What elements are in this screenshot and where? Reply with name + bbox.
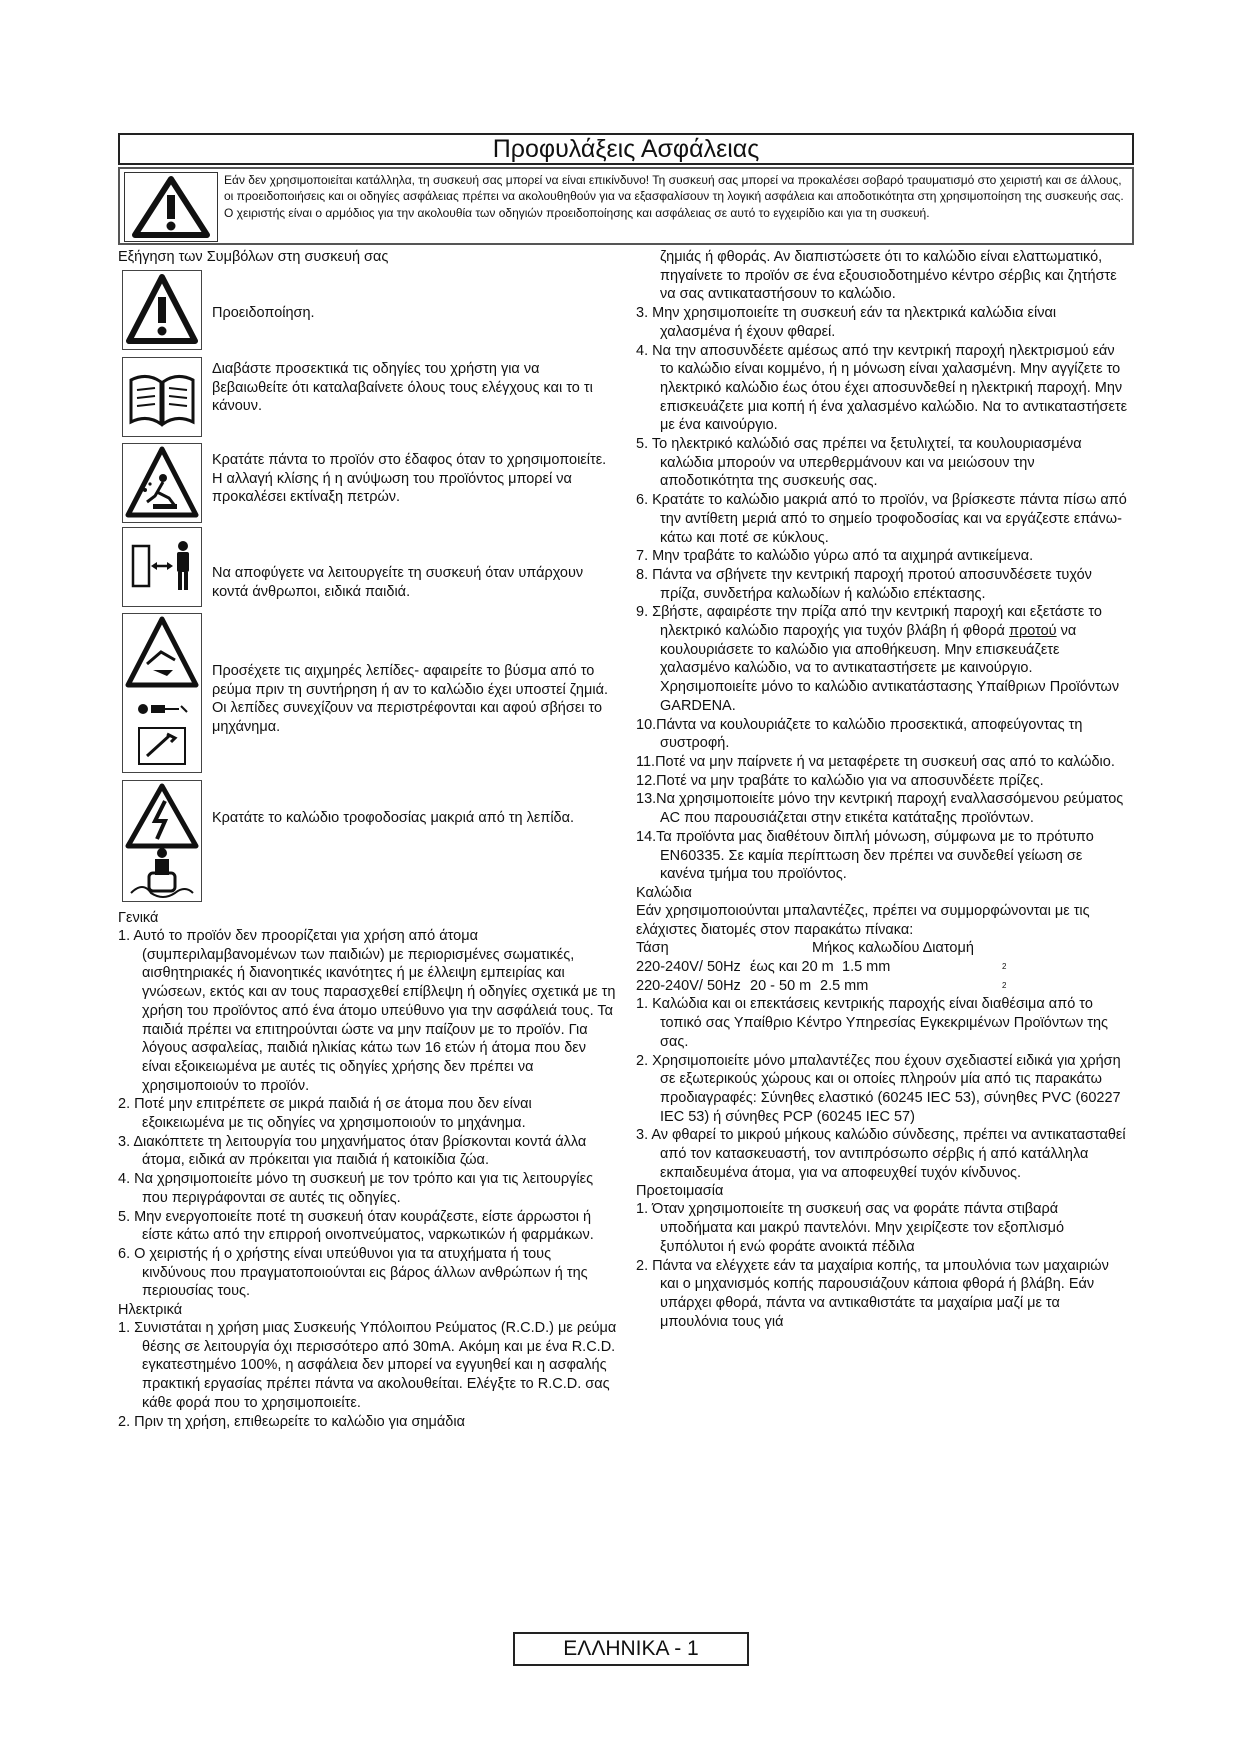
cable-col-voltage: Τάση xyxy=(636,940,669,957)
symbol-text-manual: Διαβάστε προσεκτικά τις οδηγίες του χρήστη για να βεβαιωθείτε ότι καταλαβαίνετε όλους τους ελέγχους και το τι κάνουν. xyxy=(212,361,593,414)
symbol-text-warning: Προειδοποίηση. xyxy=(212,305,315,321)
cables-list xyxy=(636,995,1130,1182)
prep-list xyxy=(636,1200,1130,1331)
intro-warning-icon xyxy=(124,172,218,242)
symbol-text-bystanders: Να αποφύγετε να λειτουργείτε τη συσκευή όταν υπάρχουν κοντά άνθρωποι, ειδικά παιδιά. xyxy=(212,565,584,600)
intro-text: Εάν δεν χρησιμοποιείται κατάλληλα, τη συσκευή σας μπορεί να είναι επικίνδυνο! Τη συσκευή σας μπορεί να προκαλέσει σοβαρό τραυματισμό στο χειριστή και σε άλλους, οι προειδοποιήσεις και οι οδηγίες ασφάλειας πρέπει να ακολουθηθούν για να εξασφαλίσουν τη λογική ασφάλεια και αποδοτικότητα στη χρησιμοποίηση της συσκευής σας. Ο χειριστής είναι ο αρμόδιος για την ακολουθία των οδηγιών προειδοποίησης και ασφάλειας σε αυτό το εγχειρίδιο και για τη συσκευή. xyxy=(224,173,1124,220)
symbol-text-sharp-blades: Προσέχετε τις αιχμηρές λεπίδες- αφαιρείτε το βύσμα από το ρεύμα πριν τη συντήρηση ή αν το καλώδιο έχει υποστεί ζημιά. Οι λεπίδες συνεχίζουν να περιστρέφονται και αφού σβήσει το μηχάνημα. xyxy=(212,663,608,735)
left-column xyxy=(118,909,618,1431)
list-item: 3. Αν φθαρεί το μικρού μήκους καλώδιο σύνδεσης, πρέπει να αντικατασταθεί από τον κατασκευαστή, τον αντιπρόσωπο σέρβις ή από κατάλληλα εκπαιδευμένα άτομα, για να αποφευχθεί τυχόν κίνδυνος. xyxy=(636,1127,1126,1181)
item9-underlined: προτού xyxy=(1008,623,1057,640)
table-row xyxy=(636,977,1130,996)
list-item: 2. Ποτέ μην επιτρέπετε σε μικρά παιδιά ή σε άτομα που δεν είναι εξοικειωμένα με τις οδηγίες να χρησιμοποιούν το μηχάνημα. xyxy=(118,1096,532,1132)
list-item: 4. Να την αποσυνδέετε αμέσως από την κεντρική παροχή ηλεκτρισμού εάν το καλώδιο είναι κομμένο, ή η μόνωση είναι χαλασμένη. Μην αγγίζετε το ηλεκτρικό καλώδιο έως ότου έχει αποσυνδεθεί η ηλεκτρική παροχή. Μην επισκευάζετε μια κοπή ή ένα χαλασμένο καλώδιο. Να το αντικαταστήσετε με ένα καινούργιο. xyxy=(636,342,1128,434)
page-title: Προφυλάξεις Ασφάλειας xyxy=(118,133,1134,165)
intro-box xyxy=(118,167,1134,245)
cables-intro: Εάν χρησιμοποιούνται μπαλαντέζες, πρέπει να συμμορφώνονται με τις ελάχιστες διατομές στον παρακάτω πίνακα: xyxy=(636,902,1090,938)
symbol-text-electric-cable: Κρατάτε το καλώδιο τροφοδοσίας μακριά από τη λεπίδα. xyxy=(212,810,575,826)
list-item: 6. Ο χειριστής ή ο χρήστης είναι υπεύθυνοι για τα ατυχήματα ή τους κινδύνους που πραγματοποιούνται εις βάρος άλλων ανθρώπων ή της περιουσίας τους. xyxy=(118,1245,588,1300)
list-item: 6. Κρατάτε το καλώδιο μακριά από το προϊόν, να βρίσκεστε πάντα πίσω από την αντίθετη μεριά από το σημείο τροφοδοσίας και να εργάζεστε επάνω-κάτω και ποτέ σε κύκλους. xyxy=(636,492,1127,546)
list-item: 5. Το ηλεκτρικό καλώδιό σας πρέπει να ξετυλιχτεί, τα κουλουριασμένα καλώδια μπορούν να υπερθερμάνουν και να μειώσουν την αποδοτικότητα της συσκευής σας. xyxy=(636,436,1082,490)
cable-voltage: 220-240V/ 50Hz xyxy=(636,959,741,976)
sharp-blades-icon xyxy=(122,613,202,773)
cable-section: 2.5 mm xyxy=(820,977,869,994)
general-heading: Γενικά xyxy=(118,910,159,926)
item9-text-start: 9. Σβήστε, αφαιρέστε την πρίζα από την κεντρική παροχή και εξετάστε το ηλεκτρικό καλώδιο παροχής για τυχόν βλάβη ή φθορά xyxy=(636,604,1102,640)
cable-col-length-section: Μήκος καλωδίου Διατομή xyxy=(812,940,974,957)
list-item: 2. Πριν τη χρήση, επιθεωρείτε το καλώδιο για σημάδια xyxy=(118,1413,465,1430)
electrical-continued: ζημιάς ή φθοράς. Αν διαπιστώσετε ότι το καλώδιο είναι ελαττωματικό, πηγαίνετε το προϊόν σε ένα εξουσιοδοτημένο κέντρο σέρβις και ζητήστε να σας αντικαταστήσουν το καλώδιο. xyxy=(660,249,1117,303)
cable-section-sup: 2 xyxy=(1002,962,1007,972)
list-item: 1. Αυτό το προϊόν δεν προορίζεται για χρήση από άτομα (συμπεριλαμβανομένων των παιδιών) με περιορισμένες σωματικές, αισθητηριακές ή διανοητικές ικανότητες ή με έλλειψη εμπειρίας και γνώσεων, εκτός και αν τους παρασχεθεί επίβλεψη ή οδηγίες σχετικά με τη χρήση του προϊόντος από ένα άτομο υπεύθυνο για την ασφάλειά τους. Τα παιδιά πρέπει να επιτηρούνται ώστε να μην παίζουν με το προϊόν. Για λόγους ασφαλείας, παιδιά ηλικίας κάτω των 16 ετών ή άτομα που δεν είναι εξοικειωμένα με αυτές τις οδηγίες χρήσης δεν πρέπει να χρησιμοποιούν το προϊόν. xyxy=(118,928,616,1094)
cable-section-sup: 2 xyxy=(1002,980,1007,990)
table-row xyxy=(636,958,1130,977)
list-item: 13.Να χρησιμοποιείτε μόνο την κεντρική παροχή εναλλασσόμενου ρεύματος AC που παρουσιάζεται στην ετικέτα κατάταξης προϊόντων. xyxy=(636,791,1124,827)
list-item: 10.Πάντα να κουλουριάζετε το καλώδιο προσεκτικά, αποφεύγοντας τη συστροφή. xyxy=(636,716,1083,752)
symbol-text-thrown-objects: Κρατάτε πάντα το προϊόν στο έδαφος όταν το χρησιμοποιείτε. Η αλλαγή κλίσης ή η ανύψωση του προϊόντος μπορεί να προκαλέσει εκτίναξη πετρών. xyxy=(212,452,607,505)
electrical-list-left xyxy=(118,1319,618,1431)
list-item xyxy=(636,603,1130,715)
list-item: 12.Ποτέ να μην τραβάτε το καλώδιο για να αποσυνδέετε πρίζες. xyxy=(636,772,1044,789)
list-item: 8. Πάντα να σβήνετε την κεντρική παροχή προτού αποσυνδέσετε τυχόν πρίζα, συνδετήρα καλωδίων ή καλώδιο επέκτασης. xyxy=(636,566,1092,602)
thrown-objects-icon xyxy=(122,443,202,523)
bystanders-icon xyxy=(122,527,202,607)
cables-heading: Καλώδια xyxy=(636,884,692,901)
list-item: 5. Μην ενεργοποιείτε ποτέ τη συσκευή όταν κουράζεστε, είστε άρρωστοι ή είστε κάτω από την επιρροή οινοπνεύματος, ναρκωτικών ή φαρμάκων. xyxy=(118,1208,594,1244)
list-item: 14.Τα προϊόντα μας διαθέτουν διπλή μόνωση, σύμφωνα με το πρότυπο EN60335. Σε καμία περίπτωση δεν πρέπει να συνδεθεί γείωση σε κανένα τμήμα του προϊόντος. xyxy=(636,828,1094,883)
list-item: 2. Πάντα να ελέγχετε εάν τα μαχαίρια κοπής, τα μπουλόνια των μαχαιριών και ο μηχανισμός κοπής παρουσιάζουν κάποια φθορά ή βλάβη. Εάν υπάρχει φθορά, πάντα να αντικαθιστάτε τα μαχαίρια μαζί με τα μπουλόνια τους γιά xyxy=(636,1257,1109,1330)
list-item: 1. Καλώδια και οι επεκτάσεις κεντρικής παροχής είναι διαθέσιμα από το τοπικό σας Υπαίθριο Κέντρο Υπηρεσίας Εγκεκριμένων Προϊόντων της σας. xyxy=(636,996,1109,1050)
list-item: 1. Όταν χρησιμοποιείτε τη συσκευή σας να φοράτε πάντα στιβαρά υποδήματα και μακρύ παντελόνι. Μην χειρίζεστε τον εξοπλισμό ξυπόλυτοι ή ενώ φοράτε ανοικτά πέδιλα xyxy=(636,1201,1065,1255)
cable-table-header xyxy=(636,939,1130,958)
list-item: 3. Διακόπτετε τη λειτουργία του μηχανήματος όταν βρίσκονται κοντά άλλα άτομα, ειδικά αν πρόκειται για παιδιά ή κατοικίδια ζώα. xyxy=(118,1133,587,1169)
list-item: 11.Ποτέ να μην παίρνετε ή να μεταφέρετε τη συσκευή σας από το καλώδιο. xyxy=(636,753,1115,770)
list-item: 1. Συνιστάται η χρήση μιας Συσκευής Υπόλοιπου Ρεύματος (R.C.D.) με ρεύμα θέσης σε λειτουργία όχι περισσότερο από 30mA. Ακόμη και με ένα R.C.D. εγκατεστημένο 100%, η ασφάλεια δεν μπορεί να εγγυηθεί και η ασφαλής πρακτική εργασίας πρέπει πάντα να ακολουθείται. Ελέγξτε το R.C.D. σας κάθε φορά που το χρησιμοποιείτε. xyxy=(118,1320,617,1411)
right-column xyxy=(636,248,1130,1331)
prep-heading: Προετοιμασία xyxy=(636,1183,724,1200)
list-item: 3. Μην χρησιμοποιείτε τη συσκευή εάν τα ηλεκτρικά καλώδια είναι χαλασμένα ή έχουν φθαρεί. xyxy=(636,305,1057,340)
cable-section: 1.5 mm xyxy=(842,959,891,976)
general-list xyxy=(118,927,618,1301)
electric-cable-icon xyxy=(122,780,202,902)
cable-length: έως και 20 m xyxy=(750,959,834,976)
cable-voltage: 220-240V/ 50Hz xyxy=(636,977,741,994)
item9-text-end: να κουλουριάσετε το καλώδιο για αποθήκευση. Μην επισκευάζετε χαλασμένο καλώδιο, να το αντικαταστήσετε με καινούργιο. Χρησιμοποιείτε μόνο το καλώδιο αντικατάστασης Υπαίθριων Προϊόντων GARDENA. xyxy=(660,623,1120,714)
list-item: 4. Να χρησιμοποιείτε μόνο τη συσκευή με τον τρόπο και για τις λειτουργίες που περιγράφονται σε αυτές τις οδηγίες. xyxy=(118,1171,594,1206)
cable-length: 20 - 50 m xyxy=(750,977,812,994)
manual-icon xyxy=(122,357,202,437)
page-footer: ΕΛΛΗΝΙΚΑ - 1 xyxy=(513,1632,749,1666)
symbols-heading: Εξήγηση των Συμβόλων στη συσκευή σας xyxy=(118,249,389,265)
electrical-heading: Ηλεκτρικά xyxy=(118,1302,183,1319)
electrical-list-right xyxy=(636,304,1130,884)
list-item: 2. Χρησιμοποιείτε μόνο μπαλαντέζες που έχουν σχεδιαστεί ειδικά για χρήση σε εξωτερικούς χώρους και οι οποίες πληρούν μία από τις παρακάτω προδιαγραφές: Σύνηθες ελαστικό (60245 IEC 53), σύνηθες PVC (60227 IEC 53) ή σύνηθες PCP (60245 IEC 57) xyxy=(636,1052,1121,1125)
warning-icon xyxy=(122,270,202,350)
list-item: 7. Μην τραβάτε το καλώδιο γύρω από τα αιχμηρά αντικείμενα. xyxy=(636,548,1034,565)
